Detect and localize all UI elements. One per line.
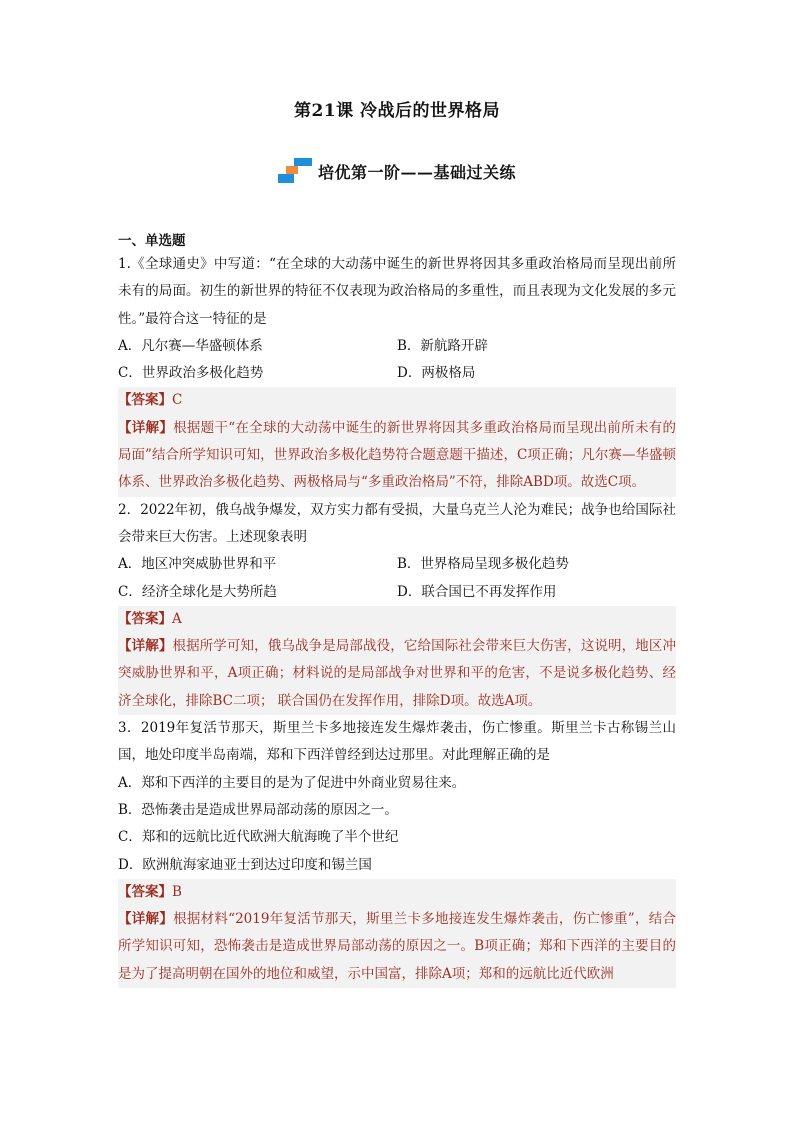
question-1-option-b: B．新航路开辟 [397, 337, 488, 354]
answer-value: A [172, 610, 182, 627]
question-1-option-d: D．两极格局 [397, 365, 476, 382]
question-3-option-b: B．恐怖袭击是造成世界局部动荡的原因之一。 [118, 801, 398, 818]
question-3-stem: 3．2019年复活节那天，斯里兰卡多地接连发生爆炸袭击，伤亡惨重。斯里兰卡古称锡兰山国，地处印度半岛南端，郑和下西洋曾经到达过那里。对此理解正确的是 [118, 720, 676, 764]
answer-value: B [172, 883, 182, 900]
explanation-text: 根据所学可知，俄乌战争是局部战役，它给国际社会带来巨大伤害，这说明，地区冲突威胁世界和平，A项正确；材料说的是局部战争对世界和平的危害，不是说多极化趋势、经济全球化，排除BC二项； 联合国仍在发挥作用，排除D项。故选A项。 [118, 638, 677, 709]
page-title: 第21课 冷战后的世界格局 [293, 101, 501, 121]
question-3-explanation [118, 906, 676, 988]
question-1-answer [118, 387, 676, 414]
answer-tag: 【答案】 [118, 610, 172, 627]
question-1-option-c: C．世界政治多极化趋势 [118, 365, 264, 382]
question-list [118, 233, 676, 988]
question-1-options-row-2 [118, 360, 676, 387]
question-1-options-row-1 [118, 333, 676, 360]
question-2-option-a: A．地区冲突威胁世界和平 [118, 556, 277, 573]
question-2-answer [118, 606, 676, 633]
explain-tag: 【详解】 [118, 911, 174, 928]
question-3-option-d: D．欧洲航海家迪亚士到达过印度和锡兰国 [118, 856, 372, 873]
question-3-option-a: A．郑和下西洋的主要目的是为了促进中外商业贸易往来。 [118, 774, 466, 791]
explain-tag: 【详解】 [118, 638, 173, 655]
question-1-stem: 1.《全球通史》中写道：“在全球的大动荡中诞生的新世界将因其多重政治格局而呈现出前所未有的局面。初生的新世界的特征不仅表现为政治格局的多重性，而且表现为文化发展的多元性。”最符合这一特征的是 [118, 256, 676, 327]
question-1-explanation [118, 415, 676, 497]
blocks-logo-icon [278, 158, 312, 184]
question-2-options-row-2 [118, 579, 676, 606]
question-2-option-d: D．联合国已不再发挥作用 [397, 583, 557, 600]
explanation-text: 根据材料“2019年复活节那天，斯里兰卡多地接连发生爆炸袭击，伤亡惨重”，结合所学知识可知，恐怖袭击是造成世界局部动荡的原因之一。B项正确；郑和下西洋的主要目的是为了提高明朝在国外的地位和威望，示中国富，排除A项；郑和的远航比近代欧洲 [118, 911, 676, 982]
question-2-option-b: B．世界格局呈现多极化趋势 [397, 556, 569, 573]
answer-tag: 【答案】 [118, 392, 172, 409]
explain-tag: 【详解】 [118, 419, 174, 436]
question-2-option-c: C．经济全球化是大势所趋 [118, 583, 277, 600]
question-2-stem: 2．2022年初，俄乌战争爆发，双方实力都有受损，大量乌克兰人沦为难民；战争也给国际社会带来巨大伤害。上述现象表明 [118, 501, 676, 545]
subtitle-banner [0, 158, 794, 184]
question-1-option-a: A．凡尔赛—华盛顿体系 [118, 337, 263, 354]
section-heading: 一、单选题 [118, 233, 186, 249]
explanation-text: 根据题干“在全球的大动荡中诞生的新世界将因其多重政治格局而呈现出前所未有的局面”结合所学知识可知，世界政治多极化趋势符合题意题干描述，C项正确；凡尔赛—华盛顿体系、世界政治多极化趋势、两极格局与“多重政治格局”不符，排除ABD项。故选C项。 [118, 419, 676, 491]
question-3-option-c: C．郑和的远航比近代欧洲大航海晚了半个世纪 [118, 829, 399, 846]
question-2-explanation [118, 633, 676, 715]
answer-tag: 【答案】 [118, 883, 172, 900]
subtitle: 培优第一阶——基础过关练 [317, 162, 516, 182]
question-2-options-row-1 [118, 551, 676, 578]
answer-value: C [172, 392, 183, 409]
question-3-answer [118, 879, 676, 906]
